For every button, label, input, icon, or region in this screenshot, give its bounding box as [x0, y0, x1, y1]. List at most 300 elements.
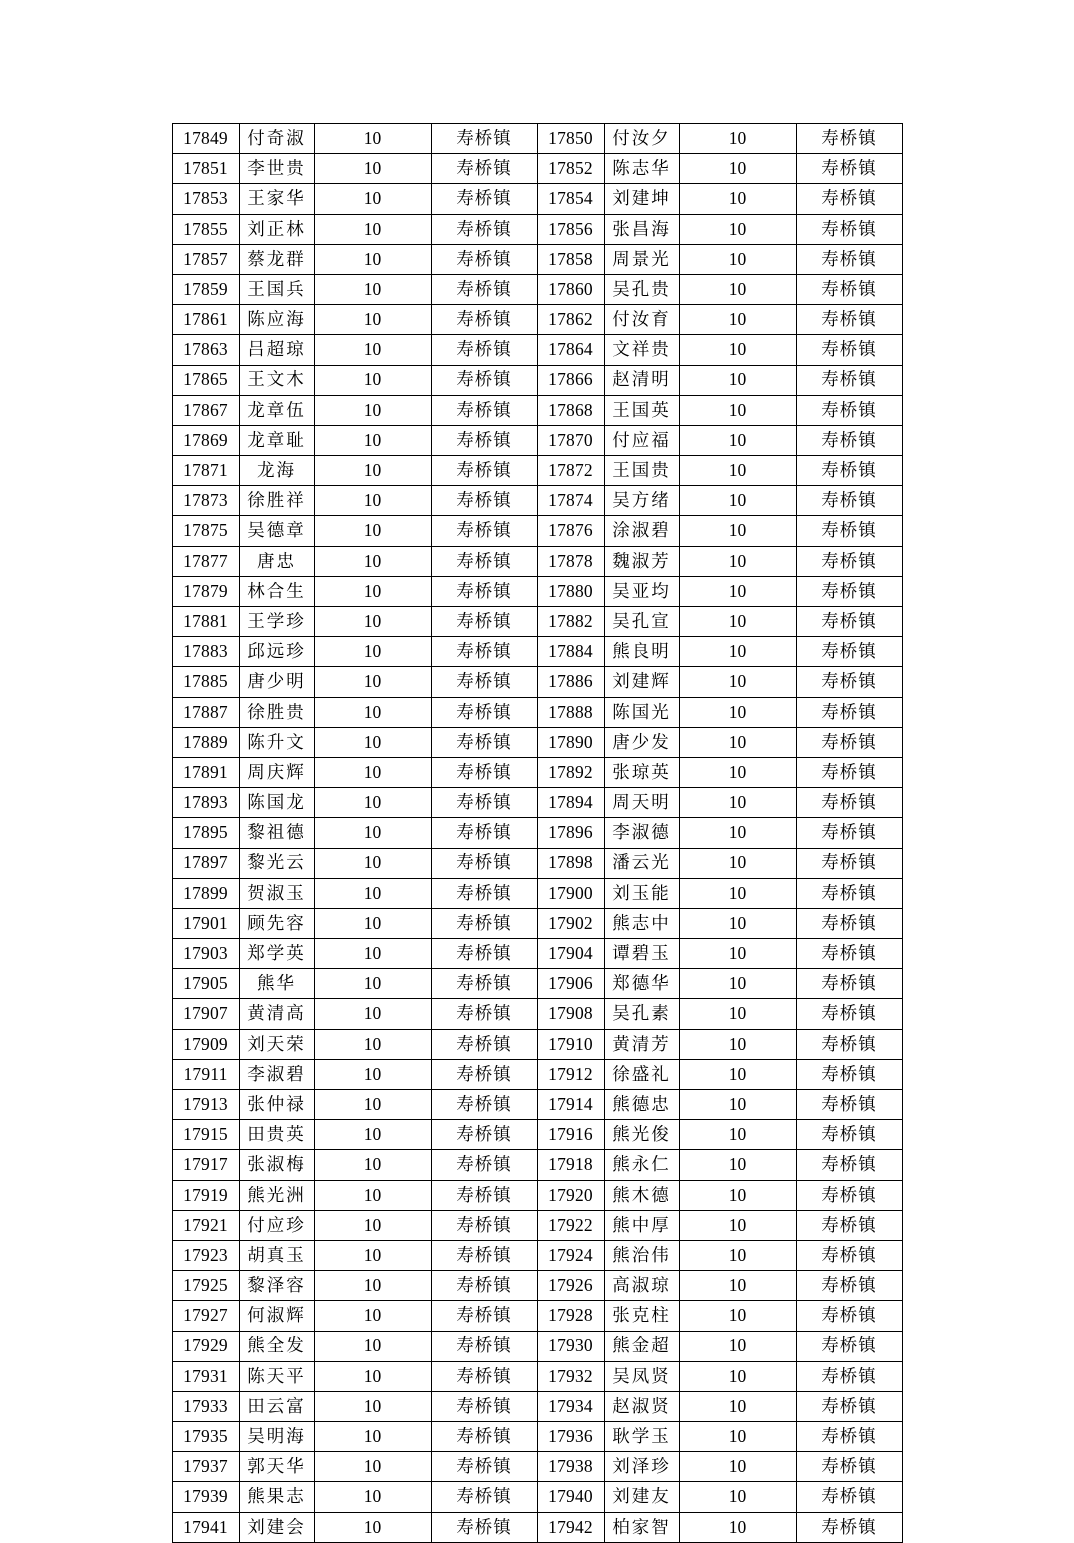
- cell-id: 17933: [172, 1391, 239, 1421]
- cell-town: 寿桥镇: [431, 939, 537, 969]
- cell-id: 17874: [537, 486, 604, 516]
- cell-id: 17863: [172, 335, 239, 365]
- cell-amount: 10: [314, 184, 431, 214]
- cell-amount: 10: [314, 1029, 431, 1059]
- cell-id: 17938: [537, 1452, 604, 1482]
- cell-town: 寿桥镇: [431, 788, 537, 818]
- cell-id: 17857: [172, 244, 239, 274]
- cell-amount: 10: [679, 1240, 796, 1270]
- cell-town: 寿桥镇: [431, 1180, 537, 1210]
- cell-id: 17912: [537, 1059, 604, 1089]
- cell-name: 邱远珍: [239, 637, 314, 667]
- cell-id: 17913: [172, 1090, 239, 1120]
- cell-name: 黎泽容: [239, 1271, 314, 1301]
- cell-town: 寿桥镇: [431, 365, 537, 395]
- cell-id: 17934: [537, 1391, 604, 1421]
- cell-town: 寿桥镇: [431, 395, 537, 425]
- cell-town: 寿桥镇: [431, 607, 537, 637]
- cell-id: 17849: [172, 124, 239, 154]
- cell-id: 17923: [172, 1240, 239, 1270]
- cell-id: 17859: [172, 274, 239, 304]
- cell-id: 17921: [172, 1210, 239, 1240]
- cell-amount: 10: [314, 1512, 431, 1542]
- cell-amount: 10: [679, 184, 796, 214]
- cell-town: 寿桥镇: [796, 757, 902, 787]
- table-row: [172, 1180, 902, 1210]
- cell-name: 王家华: [239, 184, 314, 214]
- cell-town: 寿桥镇: [796, 1331, 902, 1361]
- cell-name: 熊光洲: [239, 1180, 314, 1210]
- cell-town: 寿桥镇: [431, 1271, 537, 1301]
- cell-town: 寿桥镇: [796, 124, 902, 154]
- roster-table: [172, 123, 903, 1543]
- cell-amount: 10: [679, 335, 796, 365]
- table-row: [172, 1482, 902, 1512]
- cell-town: 寿桥镇: [431, 1452, 537, 1482]
- cell-town: 寿桥镇: [431, 878, 537, 908]
- cell-town: 寿桥镇: [431, 516, 537, 546]
- cell-name: 付应珍: [239, 1210, 314, 1240]
- cell-amount: 10: [679, 154, 796, 184]
- cell-town: 寿桥镇: [431, 637, 537, 667]
- cell-amount: 10: [314, 244, 431, 274]
- cell-name: 吴孔贵: [604, 274, 679, 304]
- cell-id: 17889: [172, 727, 239, 757]
- table-row: [172, 244, 902, 274]
- table-row: [172, 1512, 902, 1542]
- cell-id: 17851: [172, 154, 239, 184]
- cell-name: 吴凤贤: [604, 1361, 679, 1391]
- cell-name: 赵清明: [604, 365, 679, 395]
- cell-id: 17899: [172, 878, 239, 908]
- cell-name: 唐忠: [239, 546, 314, 576]
- cell-amount: 10: [314, 908, 431, 938]
- table-row: [172, 1090, 902, 1120]
- cell-town: 寿桥镇: [431, 456, 537, 486]
- cell-town: 寿桥镇: [431, 667, 537, 697]
- cell-id: 17856: [537, 214, 604, 244]
- cell-name: 田贵英: [239, 1120, 314, 1150]
- cell-amount: 10: [679, 425, 796, 455]
- cell-town: 寿桥镇: [796, 1120, 902, 1150]
- cell-amount: 10: [679, 1059, 796, 1089]
- cell-amount: 10: [679, 1120, 796, 1150]
- cell-name: 田云富: [239, 1391, 314, 1421]
- table-row: [172, 124, 902, 154]
- cell-id: 17893: [172, 788, 239, 818]
- cell-id: 17873: [172, 486, 239, 516]
- cell-name: 黄清高: [239, 999, 314, 1029]
- cell-id: 17853: [172, 184, 239, 214]
- cell-town: 寿桥镇: [796, 969, 902, 999]
- cell-id: 17892: [537, 757, 604, 787]
- cell-name: 王国英: [604, 395, 679, 425]
- cell-name: 王文木: [239, 365, 314, 395]
- cell-id: 17905: [172, 969, 239, 999]
- cell-id: 17896: [537, 818, 604, 848]
- cell-id: 17942: [537, 1512, 604, 1542]
- cell-amount: 10: [679, 1331, 796, 1361]
- cell-name: 张琼英: [604, 757, 679, 787]
- cell-id: 17937: [172, 1452, 239, 1482]
- cell-name: 魏淑芳: [604, 546, 679, 576]
- cell-amount: 10: [314, 1240, 431, 1270]
- cell-town: 寿桥镇: [431, 999, 537, 1029]
- cell-amount: 10: [679, 1150, 796, 1180]
- table-row: [172, 637, 902, 667]
- cell-name: 陈志华: [604, 154, 679, 184]
- cell-id: 17903: [172, 939, 239, 969]
- cell-amount: 10: [679, 667, 796, 697]
- cell-town: 寿桥镇: [431, 757, 537, 787]
- cell-town: 寿桥镇: [796, 697, 902, 727]
- cell-town: 寿桥镇: [431, 1059, 537, 1089]
- cell-name: 李淑碧: [239, 1059, 314, 1089]
- cell-id: 17929: [172, 1331, 239, 1361]
- cell-amount: 10: [314, 486, 431, 516]
- table-row: [172, 274, 902, 304]
- cell-name: 陈国光: [604, 697, 679, 727]
- cell-amount: 10: [679, 124, 796, 154]
- cell-name: 徐胜贵: [239, 697, 314, 727]
- cell-name: 熊永仁: [604, 1150, 679, 1180]
- cell-name: 林合生: [239, 576, 314, 606]
- cell-id: 17926: [537, 1271, 604, 1301]
- cell-name: 郭天华: [239, 1452, 314, 1482]
- cell-name: 赵淑贤: [604, 1391, 679, 1421]
- cell-town: 寿桥镇: [431, 1240, 537, 1270]
- cell-amount: 10: [314, 516, 431, 546]
- cell-name: 唐少明: [239, 667, 314, 697]
- cell-town: 寿桥镇: [796, 908, 902, 938]
- cell-town: 寿桥镇: [796, 1422, 902, 1452]
- cell-amount: 10: [314, 939, 431, 969]
- cell-id: 17872: [537, 456, 604, 486]
- cell-id: 17867: [172, 395, 239, 425]
- cell-id: 17890: [537, 727, 604, 757]
- cell-amount: 10: [314, 1482, 431, 1512]
- cell-id: 17870: [537, 425, 604, 455]
- cell-amount: 10: [314, 1361, 431, 1391]
- cell-amount: 10: [679, 214, 796, 244]
- cell-amount: 10: [314, 607, 431, 637]
- cell-amount: 10: [679, 1210, 796, 1240]
- cell-amount: 10: [314, 214, 431, 244]
- cell-id: 17881: [172, 607, 239, 637]
- cell-town: 寿桥镇: [431, 486, 537, 516]
- cell-name: 刘玉能: [604, 878, 679, 908]
- cell-town: 寿桥镇: [431, 576, 537, 606]
- cell-id: 17918: [537, 1150, 604, 1180]
- cell-id: 17922: [537, 1210, 604, 1240]
- table-row: [172, 486, 902, 516]
- cell-name: 付应福: [604, 425, 679, 455]
- cell-name: 何淑辉: [239, 1301, 314, 1331]
- cell-name: 蔡龙群: [239, 244, 314, 274]
- cell-amount: 10: [679, 999, 796, 1029]
- cell-name: 胡真玉: [239, 1240, 314, 1270]
- table-row: [172, 546, 902, 576]
- cell-id: 17900: [537, 878, 604, 908]
- cell-town: 寿桥镇: [431, 1029, 537, 1059]
- cell-name: 唐少发: [604, 727, 679, 757]
- cell-id: 17925: [172, 1271, 239, 1301]
- cell-name: 黄清芳: [604, 1029, 679, 1059]
- cell-id: 17850: [537, 124, 604, 154]
- cell-name: 熊金超: [604, 1331, 679, 1361]
- cell-town: 寿桥镇: [796, 335, 902, 365]
- table-row: [172, 1271, 902, 1301]
- cell-amount: 10: [314, 667, 431, 697]
- cell-name: 李世贵: [239, 154, 314, 184]
- cell-id: 17897: [172, 848, 239, 878]
- cell-id: 17861: [172, 305, 239, 335]
- cell-name: 陈天平: [239, 1361, 314, 1391]
- cell-town: 寿桥镇: [431, 1090, 537, 1120]
- cell-town: 寿桥镇: [796, 607, 902, 637]
- cell-town: 寿桥镇: [796, 214, 902, 244]
- cell-name: 张仲禄: [239, 1090, 314, 1120]
- cell-id: 17862: [537, 305, 604, 335]
- cell-amount: 10: [314, 727, 431, 757]
- cell-name: 熊华: [239, 969, 314, 999]
- cell-id: 17915: [172, 1120, 239, 1150]
- cell-town: 寿桥镇: [796, 1271, 902, 1301]
- cell-town: 寿桥镇: [796, 1391, 902, 1421]
- cell-town: 寿桥镇: [431, 124, 537, 154]
- table-row: [172, 395, 902, 425]
- cell-name: 刘建友: [604, 1482, 679, 1512]
- cell-id: 17852: [537, 154, 604, 184]
- cell-id: 17917: [172, 1150, 239, 1180]
- cell-name: 柏家智: [604, 1512, 679, 1542]
- cell-amount: 10: [679, 878, 796, 908]
- cell-name: 熊果志: [239, 1482, 314, 1512]
- cell-id: 17927: [172, 1301, 239, 1331]
- cell-name: 顾先容: [239, 908, 314, 938]
- cell-amount: 10: [314, 546, 431, 576]
- cell-amount: 10: [314, 757, 431, 787]
- table-row: [172, 1301, 902, 1331]
- cell-amount: 10: [314, 1422, 431, 1452]
- cell-town: 寿桥镇: [796, 1150, 902, 1180]
- cell-id: 17855: [172, 214, 239, 244]
- cell-town: 寿桥镇: [796, 1512, 902, 1542]
- cell-name: 陈升文: [239, 727, 314, 757]
- cell-amount: 10: [679, 576, 796, 606]
- cell-town: 寿桥镇: [431, 184, 537, 214]
- cell-name: 刘正林: [239, 214, 314, 244]
- cell-town: 寿桥镇: [796, 274, 902, 304]
- cell-town: 寿桥镇: [431, 1422, 537, 1452]
- cell-name: 涂淑碧: [604, 516, 679, 546]
- cell-amount: 10: [314, 1210, 431, 1240]
- cell-id: 17880: [537, 576, 604, 606]
- cell-id: 17931: [172, 1361, 239, 1391]
- cell-town: 寿桥镇: [796, 1059, 902, 1089]
- cell-id: 17866: [537, 365, 604, 395]
- table-row: [172, 456, 902, 486]
- table-row: [172, 999, 902, 1029]
- cell-amount: 10: [314, 999, 431, 1029]
- cell-name: 吴明海: [239, 1422, 314, 1452]
- cell-town: 寿桥镇: [431, 908, 537, 938]
- cell-town: 寿桥镇: [796, 727, 902, 757]
- cell-name: 刘天荣: [239, 1029, 314, 1059]
- cell-amount: 10: [314, 154, 431, 184]
- cell-town: 寿桥镇: [431, 335, 537, 365]
- cell-amount: 10: [679, 1271, 796, 1301]
- cell-town: 寿桥镇: [431, 1361, 537, 1391]
- cell-amount: 10: [679, 1482, 796, 1512]
- cell-town: 寿桥镇: [431, 1120, 537, 1150]
- table-row: [172, 1361, 902, 1391]
- table-row: [172, 878, 902, 908]
- cell-amount: 10: [679, 757, 796, 787]
- cell-name: 龙章伍: [239, 395, 314, 425]
- cell-amount: 10: [314, 395, 431, 425]
- cell-amount: 10: [679, 727, 796, 757]
- table-row: [172, 1029, 902, 1059]
- cell-id: 17907: [172, 999, 239, 1029]
- cell-town: 寿桥镇: [431, 697, 537, 727]
- cell-name: 周天明: [604, 788, 679, 818]
- table-row: [172, 365, 902, 395]
- table-row: [172, 305, 902, 335]
- cell-id: 17910: [537, 1029, 604, 1059]
- cell-name: 张淑梅: [239, 1150, 314, 1180]
- cell-id: 17928: [537, 1301, 604, 1331]
- cell-id: 17902: [537, 908, 604, 938]
- cell-name: 吕超琼: [239, 335, 314, 365]
- cell-town: 寿桥镇: [431, 1482, 537, 1512]
- cell-name: 黎祖德: [239, 818, 314, 848]
- cell-amount: 10: [314, 1180, 431, 1210]
- cell-amount: 10: [314, 1059, 431, 1089]
- cell-amount: 10: [314, 124, 431, 154]
- cell-name: 吴德章: [239, 516, 314, 546]
- cell-town: 寿桥镇: [431, 154, 537, 184]
- cell-amount: 10: [679, 1422, 796, 1452]
- cell-id: 17854: [537, 184, 604, 214]
- cell-name: 吴亚均: [604, 576, 679, 606]
- cell-amount: 10: [679, 788, 796, 818]
- cell-name: 谭碧玉: [604, 939, 679, 969]
- cell-id: 17932: [537, 1361, 604, 1391]
- table-row: [172, 788, 902, 818]
- cell-id: 17875: [172, 516, 239, 546]
- cell-name: 王国贵: [604, 456, 679, 486]
- cell-id: 17884: [537, 637, 604, 667]
- cell-amount: 10: [679, 1391, 796, 1421]
- cell-id: 17882: [537, 607, 604, 637]
- cell-amount: 10: [679, 1361, 796, 1391]
- cell-name: 熊德忠: [604, 1090, 679, 1120]
- cell-amount: 10: [314, 1391, 431, 1421]
- cell-name: 王国兵: [239, 274, 314, 304]
- cell-name: 吴方绪: [604, 486, 679, 516]
- cell-amount: 10: [679, 637, 796, 667]
- cell-id: 17898: [537, 848, 604, 878]
- cell-amount: 10: [314, 274, 431, 304]
- cell-id: 17916: [537, 1120, 604, 1150]
- cell-town: 寿桥镇: [431, 1512, 537, 1542]
- cell-id: 17935: [172, 1422, 239, 1452]
- cell-name: 熊良明: [604, 637, 679, 667]
- cell-town: 寿桥镇: [796, 667, 902, 697]
- cell-name: 熊志中: [604, 908, 679, 938]
- cell-amount: 10: [679, 395, 796, 425]
- cell-town: 寿桥镇: [796, 1090, 902, 1120]
- cell-id: 17871: [172, 456, 239, 486]
- cell-name: 熊中厚: [604, 1210, 679, 1240]
- cell-id: 17860: [537, 274, 604, 304]
- cell-amount: 10: [314, 969, 431, 999]
- cell-amount: 10: [679, 1452, 796, 1482]
- cell-name: 高淑琼: [604, 1271, 679, 1301]
- cell-amount: 10: [679, 908, 796, 938]
- cell-id: 17878: [537, 546, 604, 576]
- cell-amount: 10: [314, 1090, 431, 1120]
- cell-amount: 10: [679, 274, 796, 304]
- cell-town: 寿桥镇: [796, 456, 902, 486]
- table-row: [172, 335, 902, 365]
- cell-town: 寿桥镇: [796, 848, 902, 878]
- cell-id: 17919: [172, 1180, 239, 1210]
- cell-amount: 10: [314, 1301, 431, 1331]
- cell-name: 王学珍: [239, 607, 314, 637]
- cell-amount: 10: [314, 697, 431, 727]
- roster-table-body: [172, 124, 902, 1543]
- cell-name: 徐胜祥: [239, 486, 314, 516]
- cell-id: 17895: [172, 818, 239, 848]
- table-row: [172, 1422, 902, 1452]
- cell-id: 17908: [537, 999, 604, 1029]
- table-row: [172, 939, 902, 969]
- cell-town: 寿桥镇: [796, 999, 902, 1029]
- cell-town: 寿桥镇: [796, 425, 902, 455]
- cell-name: 熊木德: [604, 1180, 679, 1210]
- cell-id: 17865: [172, 365, 239, 395]
- cell-amount: 10: [679, 1301, 796, 1331]
- cell-amount: 10: [679, 456, 796, 486]
- cell-town: 寿桥镇: [796, 818, 902, 848]
- cell-town: 寿桥镇: [796, 878, 902, 908]
- cell-town: 寿桥镇: [796, 1210, 902, 1240]
- cell-name: 黎光云: [239, 848, 314, 878]
- cell-town: 寿桥镇: [431, 305, 537, 335]
- cell-name: 熊光俊: [604, 1120, 679, 1150]
- cell-id: 17911: [172, 1059, 239, 1089]
- cell-town: 寿桥镇: [431, 1150, 537, 1180]
- cell-town: 寿桥镇: [796, 1452, 902, 1482]
- cell-id: 17891: [172, 757, 239, 787]
- cell-amount: 10: [679, 1180, 796, 1210]
- table-row: [172, 818, 902, 848]
- table-row: [172, 667, 902, 697]
- cell-amount: 10: [314, 878, 431, 908]
- cell-amount: 10: [314, 818, 431, 848]
- cell-town: 寿桥镇: [796, 637, 902, 667]
- cell-town: 寿桥镇: [431, 818, 537, 848]
- cell-name: 潘云光: [604, 848, 679, 878]
- cell-id: 17888: [537, 697, 604, 727]
- cell-name: 付汝夕: [604, 124, 679, 154]
- cell-name: 熊全发: [239, 1331, 314, 1361]
- cell-amount: 10: [314, 848, 431, 878]
- table-row: [172, 1059, 902, 1089]
- cell-name: 刘泽珍: [604, 1452, 679, 1482]
